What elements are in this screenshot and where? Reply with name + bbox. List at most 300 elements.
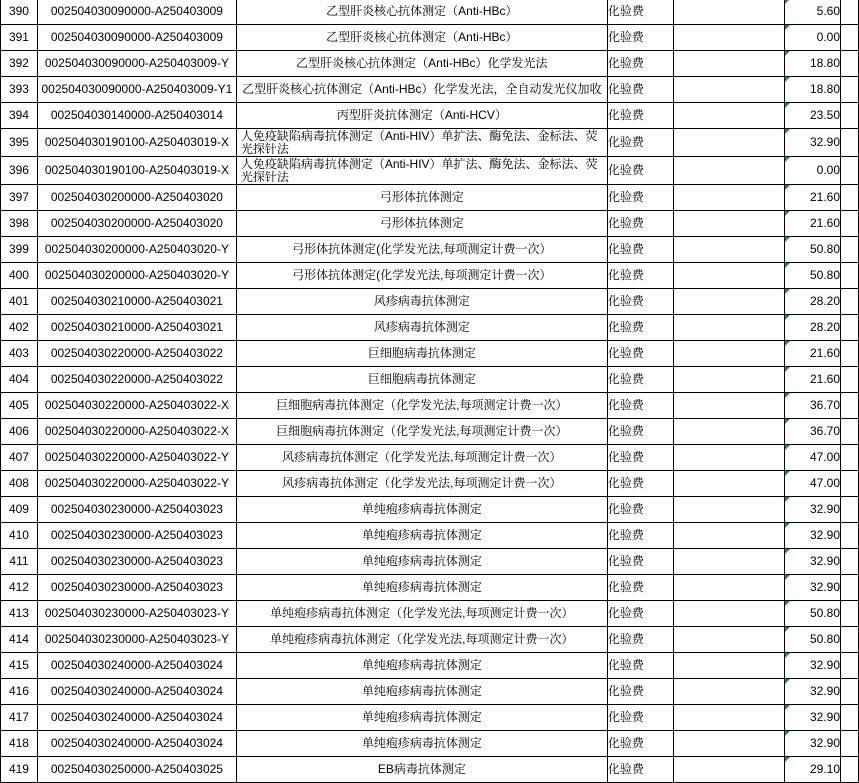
number-as-text-indicator-icon	[785, 419, 790, 424]
item-code-cell[interactable]: 002504030220000-A250403022	[37, 367, 236, 393]
fee-type-cell[interactable]: 化验费	[607, 497, 673, 523]
row-number-cell[interactable]: 402	[1, 315, 38, 341]
table-row[interactable]	[1, 601, 859, 627]
price-cell[interactable]	[785, 25, 841, 51]
empty-cell[interactable]	[673, 25, 784, 51]
trailing-cell[interactable]	[841, 263, 859, 289]
table-row[interactable]	[1, 575, 859, 601]
price-value: 28.20	[810, 320, 841, 334]
price-cell[interactable]	[785, 419, 841, 445]
table-row[interactable]	[1, 367, 859, 393]
empty-cell[interactable]	[673, 523, 784, 549]
price-cell[interactable]	[785, 523, 841, 549]
trailing-cell[interactable]	[841, 367, 859, 393]
item-name-cell[interactable]: 巨细胞病毒抗体测定	[236, 367, 607, 393]
item-code-cell[interactable]: 002504030230000-A250403023	[37, 549, 236, 575]
item-code-cell[interactable]: 002504030240000-A250403024	[37, 731, 236, 757]
item-name-cell[interactable]: 单纯疱疹病毒抗体测定（化学发光法,每项测定计费一次）	[236, 627, 607, 653]
table-row[interactable]	[1, 103, 859, 129]
price-cell[interactable]	[785, 211, 841, 237]
price-value: 28.20	[810, 294, 841, 308]
table-row[interactable]	[1, 341, 859, 367]
row-number-cell[interactable]: 415	[1, 653, 38, 679]
item-code-cell[interactable]: 002504030250000-A250403025	[37, 757, 236, 783]
row-number-cell[interactable]: 398	[1, 211, 38, 237]
empty-cell[interactable]	[673, 393, 784, 419]
item-name-cell[interactable]: 乙型肝炎核心抗体测定（Anti-HBc）化学发光法	[236, 51, 607, 77]
item-name-cell[interactable]: 单纯疱疹病毒抗体测定	[236, 679, 607, 705]
row-number-cell[interactable]: 403	[1, 341, 38, 367]
trailing-cell[interactable]	[841, 341, 859, 367]
empty-cell[interactable]	[673, 185, 784, 211]
fee-type-cell[interactable]: 化验费	[607, 601, 673, 627]
fee-type-cell[interactable]: 化验费	[607, 679, 673, 705]
item-name-cell[interactable]: 巨细胞病毒抗体测定（化学发光法,每项测定计费一次）	[236, 419, 607, 445]
empty-cell[interactable]	[673, 575, 784, 601]
item-code-cell[interactable]: 002504030230000-A250403023	[37, 497, 236, 523]
row-number-cell[interactable]: 394	[1, 103, 38, 129]
trailing-cell[interactable]	[841, 497, 859, 523]
fee-type-cell[interactable]: 化验费	[607, 103, 673, 129]
table-row[interactable]	[1, 211, 859, 237]
price-cell[interactable]	[785, 103, 841, 129]
item-code-cell[interactable]: 002504030200000-A250403020	[37, 211, 236, 237]
trailing-cell[interactable]	[841, 445, 859, 471]
item-code-cell[interactable]: 002504030230000-A250403023	[37, 575, 236, 601]
number-as-text-indicator-icon	[785, 731, 790, 736]
trailing-cell[interactable]	[841, 653, 859, 679]
price-value: 23.50	[810, 108, 841, 122]
number-as-text-indicator-icon	[785, 263, 790, 268]
fee-type-cell[interactable]: 化验费	[607, 471, 673, 497]
price-cell[interactable]	[785, 601, 841, 627]
row-number-cell[interactable]: 401	[1, 289, 38, 315]
price-value: 32.90	[810, 580, 841, 594]
item-name-cell[interactable]: 乙型肝炎核心抗体测定（Anti-HBc）	[236, 25, 607, 51]
price-value: 32.90	[810, 135, 841, 149]
fee-type-cell[interactable]: 化验费	[607, 263, 673, 289]
table-row[interactable]	[1, 185, 859, 211]
item-code-cell[interactable]: 002504030230000-A250403023-Y	[37, 627, 236, 653]
number-as-text-indicator-icon	[785, 103, 790, 108]
empty-cell[interactable]	[673, 653, 784, 679]
table-row[interactable]	[1, 523, 859, 549]
empty-cell[interactable]	[673, 0, 784, 25]
item-name-cell[interactable]: 丙型肝炎抗体测定（Anti-HCV）	[236, 103, 607, 129]
number-as-text-indicator-icon	[785, 757, 790, 762]
empty-cell[interactable]	[673, 731, 784, 757]
trailing-cell[interactable]	[841, 471, 859, 497]
price-value: 32.90	[810, 554, 841, 568]
table-row[interactable]	[1, 653, 859, 679]
item-code-cell[interactable]: 002504030210000-A250403021	[37, 289, 236, 315]
item-code-cell[interactable]: 002504030140000-A250403014	[37, 103, 236, 129]
row-number-cell[interactable]: 399	[1, 237, 38, 263]
item-code-cell[interactable]: 002504030220000-A250403022-Y	[37, 471, 236, 497]
price-cell[interactable]	[785, 77, 841, 103]
empty-cell[interactable]	[673, 367, 784, 393]
price-cell[interactable]	[785, 471, 841, 497]
price-cell[interactable]	[785, 237, 841, 263]
fee-type-cell[interactable]: 化验费	[607, 653, 673, 679]
number-as-text-indicator-icon	[785, 445, 790, 450]
row-number-cell[interactable]: 405	[1, 393, 38, 419]
row-number-cell[interactable]: 413	[1, 601, 38, 627]
number-as-text-indicator-icon	[785, 237, 790, 242]
number-as-text-indicator-icon	[785, 185, 790, 190]
price-cell[interactable]	[785, 51, 841, 77]
trailing-cell[interactable]	[841, 25, 859, 51]
table-row[interactable]	[1, 471, 859, 497]
price-value: 21.60	[810, 190, 841, 204]
trailing-cell[interactable]	[841, 237, 859, 263]
empty-cell[interactable]	[673, 497, 784, 523]
item-name-cell[interactable]: 人免疫缺陷病毒抗体测定（Anti-HIV）单扩法、酶免法、金标法、荧光探针法	[236, 129, 607, 157]
fee-type-cell[interactable]: 化验费	[607, 627, 673, 653]
price-cell[interactable]	[785, 367, 841, 393]
fee-type-cell[interactable]: 化验费	[607, 393, 673, 419]
row-number-cell[interactable]: 395	[1, 129, 38, 157]
row-number-cell[interactable]: 409	[1, 497, 38, 523]
empty-cell[interactable]	[673, 263, 784, 289]
empty-cell[interactable]	[673, 157, 784, 185]
number-as-text-indicator-icon	[785, 0, 790, 4]
empty-cell[interactable]	[673, 341, 784, 367]
fee-type-cell[interactable]: 化验费	[607, 0, 673, 25]
price-cell[interactable]	[785, 129, 841, 157]
fee-type-cell[interactable]: 化验费	[607, 77, 673, 103]
price-value: 21.60	[810, 372, 841, 386]
table-row[interactable]	[1, 679, 859, 705]
fee-type-cell[interactable]: 化验费	[607, 419, 673, 445]
item-code-cell[interactable]: 002504030240000-A250403024	[37, 679, 236, 705]
table-row[interactable]	[1, 25, 859, 51]
price-cell[interactable]	[785, 705, 841, 731]
item-name-cell[interactable]: 单纯疱疹病毒抗体测定	[236, 523, 607, 549]
item-code-cell[interactable]: 002504030090000-A250403009-Y	[37, 51, 236, 77]
item-name-cell[interactable]: 单纯疱疹病毒抗体测定	[236, 497, 607, 523]
item-name-cell[interactable]: EB病毒抗体测定	[236, 757, 607, 783]
table-row[interactable]	[1, 237, 859, 263]
item-code-cell[interactable]: 002504030220000-A250403022-Y	[37, 445, 236, 471]
fee-type-cell[interactable]: 化验费	[607, 341, 673, 367]
fee-type-cell[interactable]: 化验费	[607, 523, 673, 549]
empty-cell[interactable]	[673, 471, 784, 497]
item-name-cell[interactable]: 巨细胞病毒抗体测定（化学发光法,每项测定计费一次）	[236, 393, 607, 419]
table-row[interactable]	[1, 315, 859, 341]
price-value: 32.90	[810, 528, 841, 542]
empty-cell[interactable]	[673, 315, 784, 341]
item-code-cell[interactable]: 002504030190100-A250403019-X	[37, 129, 236, 157]
trailing-cell[interactable]	[841, 549, 859, 575]
price-cell[interactable]	[785, 0, 841, 25]
table-row[interactable]	[1, 51, 859, 77]
table-row[interactable]	[1, 731, 859, 757]
trailing-cell[interactable]	[841, 103, 859, 129]
table-row[interactable]	[1, 263, 859, 289]
price-cell[interactable]	[785, 653, 841, 679]
row-number-cell[interactable]: 397	[1, 185, 38, 211]
table-row[interactable]	[1, 289, 859, 315]
price-value: 0.00	[816, 30, 841, 44]
item-code-cell[interactable]: 002504030220000-A250403022	[37, 341, 236, 367]
price-value: 5.60	[816, 4, 841, 18]
price-cell[interactable]	[785, 289, 841, 315]
price-cell[interactable]	[785, 185, 841, 211]
price-cell[interactable]	[785, 445, 841, 471]
trailing-cell[interactable]	[841, 77, 859, 103]
item-name-cell[interactable]: 风疹病毒抗体测定	[236, 289, 607, 315]
row-number-cell[interactable]: 416	[1, 679, 38, 705]
trailing-cell[interactable]	[841, 419, 859, 445]
trailing-cell[interactable]	[841, 393, 859, 419]
item-name-cell[interactable]: 风疹病毒抗体测定	[236, 315, 607, 341]
table-row[interactable]	[1, 549, 859, 575]
row-number-cell[interactable]: 400	[1, 263, 38, 289]
number-as-text-indicator-icon	[785, 341, 790, 346]
item-name-cell[interactable]: 风疹病毒抗体测定（化学发光法,每项测定计费一次）	[236, 445, 607, 471]
number-as-text-indicator-icon	[785, 315, 790, 320]
number-as-text-indicator-icon	[785, 653, 790, 658]
price-value: 21.60	[810, 216, 841, 230]
trailing-cell[interactable]	[841, 705, 859, 731]
item-name-cell[interactable]: 单纯疱疹病毒抗体测定（化学发光法,每项测定计费一次）	[236, 601, 607, 627]
price-value: 50.80	[810, 632, 841, 646]
row-number-cell[interactable]: 393	[1, 77, 38, 103]
table-row[interactable]	[1, 129, 859, 157]
fee-type-cell[interactable]: 化验费	[607, 575, 673, 601]
trailing-cell[interactable]	[841, 157, 859, 185]
row-number-cell[interactable]: 417	[1, 705, 38, 731]
empty-cell[interactable]	[673, 289, 784, 315]
number-as-text-indicator-icon	[785, 497, 790, 502]
row-number-cell[interactable]: 412	[1, 575, 38, 601]
row-number-cell[interactable]: 408	[1, 471, 38, 497]
empty-cell[interactable]	[673, 679, 784, 705]
trailing-cell[interactable]	[841, 0, 859, 25]
item-code-cell[interactable]: 002504030240000-A250403024	[37, 705, 236, 731]
fee-type-cell[interactable]: 化验费	[607, 237, 673, 263]
price-cell[interactable]	[785, 393, 841, 419]
fee-type-cell[interactable]: 化验费	[607, 129, 673, 157]
item-name-cell[interactable]: 单纯疱疹病毒抗体测定	[236, 653, 607, 679]
item-code-cell[interactable]: 002504030200000-A250403020-Y	[37, 237, 236, 263]
row-number-cell[interactable]: 418	[1, 731, 38, 757]
table-row[interactable]	[1, 627, 859, 653]
row-number-cell[interactable]: 404	[1, 367, 38, 393]
number-as-text-indicator-icon	[785, 393, 790, 398]
price-value: 50.80	[810, 268, 841, 282]
empty-cell[interactable]	[673, 129, 784, 157]
item-name-cell[interactable]: 弓形体抗体测定(化学发光法,每项测定计费一次）	[236, 237, 607, 263]
item-code-cell[interactable]: 002504030220000-A250403022-X	[37, 393, 236, 419]
row-number-cell[interactable]: 407	[1, 445, 38, 471]
table-row[interactable]	[1, 77, 859, 103]
fee-type-cell[interactable]: 化验费	[607, 731, 673, 757]
empty-cell[interactable]	[673, 549, 784, 575]
trailing-cell[interactable]	[841, 627, 859, 653]
item-name-cell[interactable]: 人免疫缺陷病毒抗体测定（Anti-HIV）单扩法、酶免法、金标法、荧光探针法	[236, 157, 607, 185]
fee-type-cell[interactable]: 化验费	[607, 211, 673, 237]
item-code-cell[interactable]: 002504030210000-A250403021	[37, 315, 236, 341]
price-value: 21.60	[810, 346, 841, 360]
item-name-cell[interactable]: 巨细胞病毒抗体测定	[236, 341, 607, 367]
trailing-cell[interactable]	[841, 575, 859, 601]
price-value: 18.80	[810, 56, 841, 70]
table-row[interactable]	[1, 157, 859, 185]
price-cell[interactable]	[785, 315, 841, 341]
price-cell[interactable]	[785, 627, 841, 653]
price-cell[interactable]	[785, 497, 841, 523]
number-as-text-indicator-icon	[785, 549, 790, 554]
price-cell[interactable]	[785, 263, 841, 289]
item-name-cell[interactable]: 单纯疱疹病毒抗体测定	[236, 549, 607, 575]
fee-type-cell[interactable]: 化验费	[607, 185, 673, 211]
trailing-cell[interactable]	[841, 679, 859, 705]
item-code-cell[interactable]: 002504030190100-A250403019-X	[37, 157, 236, 185]
table-row[interactable]	[1, 393, 859, 419]
fee-type-cell[interactable]: 化验费	[607, 157, 673, 185]
empty-cell[interactable]	[673, 211, 784, 237]
item-code-cell[interactable]: 002504030090000-A250403009	[37, 25, 236, 51]
price-cell[interactable]	[785, 549, 841, 575]
number-as-text-indicator-icon	[785, 367, 790, 372]
price-value: 32.90	[810, 736, 841, 750]
trailing-cell[interactable]	[841, 731, 859, 757]
price-value: 47.00	[810, 450, 841, 464]
item-name-cell[interactable]: 风疹病毒抗体测定（化学发光法,每项测定计费一次）	[236, 471, 607, 497]
price-value: 32.90	[810, 502, 841, 516]
row-number-cell[interactable]: 396	[1, 157, 38, 185]
number-as-text-indicator-icon	[785, 601, 790, 606]
item-name-cell[interactable]: 单纯疱疹病毒抗体测定	[236, 575, 607, 601]
item-name-cell[interactable]: 弓形体抗体测定	[236, 211, 607, 237]
trailing-cell[interactable]	[841, 185, 859, 211]
item-code-cell[interactable]: 002504030090000-A250403009	[37, 0, 236, 25]
empty-cell[interactable]	[673, 705, 784, 731]
price-value: 18.80	[810, 82, 841, 96]
table-row[interactable]	[1, 757, 859, 783]
number-as-text-indicator-icon	[785, 289, 790, 294]
price-value: 47.00	[810, 476, 841, 490]
table-row[interactable]	[1, 705, 859, 731]
number-as-text-indicator-icon	[785, 51, 790, 56]
empty-cell[interactable]	[673, 237, 784, 263]
item-name-cell[interactable]: 乙型肝炎核心抗体测定（Anti-HBc）	[236, 0, 607, 25]
table-row[interactable]	[1, 497, 859, 523]
row-number-cell[interactable]: 414	[1, 627, 38, 653]
fee-type-cell[interactable]: 化验费	[607, 289, 673, 315]
spreadsheet-body	[1, 0, 859, 783]
empty-cell[interactable]	[673, 445, 784, 471]
item-code-cell[interactable]: 002504030240000-A250403024	[37, 653, 236, 679]
fee-type-cell[interactable]: 化验费	[607, 367, 673, 393]
trailing-cell[interactable]	[841, 51, 859, 77]
fee-type-cell[interactable]: 化验费	[607, 757, 673, 783]
number-as-text-indicator-icon	[785, 25, 790, 30]
number-as-text-indicator-icon	[785, 627, 790, 632]
fee-type-cell[interactable]: 化验费	[607, 705, 673, 731]
number-as-text-indicator-icon	[785, 77, 790, 82]
trailing-cell[interactable]	[841, 523, 859, 549]
item-name-cell[interactable]: 弓形体抗体测定(化学发光法,每项测定计费一次）	[236, 263, 607, 289]
number-as-text-indicator-icon	[785, 471, 790, 476]
empty-cell[interactable]	[673, 77, 784, 103]
fee-type-cell[interactable]: 化验费	[607, 25, 673, 51]
price-value: 50.80	[810, 606, 841, 620]
item-code-cell[interactable]: 002504030220000-A250403022-X	[37, 419, 236, 445]
fee-type-cell[interactable]: 化验费	[607, 51, 673, 77]
price-cell[interactable]	[785, 679, 841, 705]
trailing-cell[interactable]	[841, 601, 859, 627]
item-code-cell[interactable]: 002504030200000-A250403020-Y	[37, 263, 236, 289]
empty-cell[interactable]	[673, 757, 784, 783]
row-number-cell[interactable]: 419	[1, 757, 38, 783]
item-name-cell[interactable]: 单纯疱疹病毒抗体测定	[236, 731, 607, 757]
trailing-cell[interactable]	[841, 757, 859, 783]
fee-type-cell[interactable]: 化验费	[607, 445, 673, 471]
price-value: 50.80	[810, 242, 841, 256]
item-name-cell[interactable]: 乙型肝炎核心抗体测定（Anti-HBc）化学发光法，全自动发光仪加收	[236, 77, 607, 103]
empty-cell[interactable]	[673, 51, 784, 77]
table-row[interactable]	[1, 445, 859, 471]
row-number-cell[interactable]: 411	[1, 549, 38, 575]
price-value: 0.00	[816, 163, 841, 177]
item-code-cell[interactable]: 002504030090000-A250403009-Y1	[37, 77, 236, 103]
number-as-text-indicator-icon	[785, 705, 790, 710]
price-cell[interactable]	[785, 731, 841, 757]
row-number-cell[interactable]: 406	[1, 419, 38, 445]
table-row[interactable]	[1, 0, 859, 25]
row-number-cell[interactable]: 392	[1, 51, 38, 77]
price-cell[interactable]	[785, 575, 841, 601]
item-name-cell[interactable]: 弓形体抗体测定	[236, 185, 607, 211]
item-code-cell[interactable]: 002504030230000-A250403023	[37, 523, 236, 549]
number-as-text-indicator-icon	[785, 679, 790, 684]
price-cell[interactable]	[785, 157, 841, 185]
price-value: 32.90	[810, 684, 841, 698]
table-row[interactable]	[1, 419, 859, 445]
trailing-cell[interactable]	[841, 211, 859, 237]
price-cell[interactable]	[785, 757, 841, 783]
item-name-cell[interactable]: 单纯疱疹病毒抗体测定	[236, 705, 607, 731]
row-number-cell[interactable]: 410	[1, 523, 38, 549]
number-as-text-indicator-icon	[785, 211, 790, 216]
empty-cell[interactable]	[673, 627, 784, 653]
price-value: 32.90	[810, 710, 841, 724]
number-as-text-indicator-icon	[785, 523, 790, 528]
item-code-cell[interactable]: 002504030200000-A250403020	[37, 185, 236, 211]
row-number-cell[interactable]: 390	[1, 0, 38, 25]
empty-cell[interactable]	[673, 103, 784, 129]
number-as-text-indicator-icon	[785, 575, 790, 580]
number-as-text-indicator-icon	[785, 129, 790, 134]
trailing-cell[interactable]	[841, 289, 859, 315]
item-code-cell[interactable]: 002504030230000-A250403023-Y	[37, 601, 236, 627]
empty-cell[interactable]	[673, 601, 784, 627]
price-cell[interactable]	[785, 341, 841, 367]
fee-type-cell[interactable]: 化验费	[607, 549, 673, 575]
price-value: 32.90	[810, 658, 841, 672]
empty-cell[interactable]	[673, 419, 784, 445]
fee-type-cell[interactable]: 化验费	[607, 315, 673, 341]
price-value: 36.70	[810, 398, 841, 412]
row-number-cell[interactable]: 391	[1, 25, 38, 51]
number-as-text-indicator-icon	[785, 157, 790, 162]
trailing-cell[interactable]	[841, 129, 859, 157]
trailing-cell[interactable]	[841, 315, 859, 341]
price-value: 29.10	[810, 762, 841, 776]
